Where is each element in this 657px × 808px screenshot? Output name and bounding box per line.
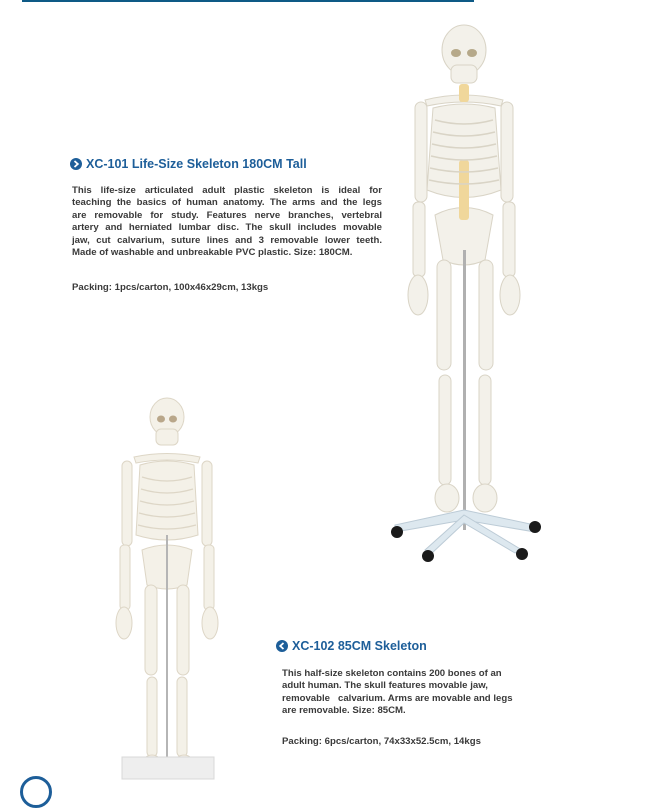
description-line: are removable. Size: 85CM.: [282, 705, 406, 717]
chevron-right-circle-icon: [70, 158, 82, 170]
product-description-xc101: [72, 185, 382, 259]
description-line: Made of washable and unbreakable PVC plastic. Size: 180CM.: [72, 247, 353, 259]
description-line: This life-size articulated adult plastic skeleton is ideal for: [72, 185, 382, 196]
product-description-xc102: [282, 668, 542, 718]
product-title-xc102: [276, 639, 427, 653]
skeleton-180cm-image: [385, 20, 555, 565]
description-line: removable calvarium. Arms are movable and legs: [282, 692, 513, 704]
product-title-text: XC-102 85CM Skeleton: [292, 639, 427, 653]
product-title-xc101: [70, 157, 307, 171]
description-line: are removable for study. Features nerve branches, vertebral: [72, 209, 382, 221]
product-title-text: XC-101 Life-Size Skeleton 180CM Tall: [86, 157, 307, 171]
product-packing-xc101: Packing: 1pcs/carton, 100x46x29cm, 13kgs: [72, 282, 269, 293]
description-line: teaching the basics of human anatomy. The arms and the legs: [72, 197, 382, 209]
description-line: jaw, cut calvarium, suture lines and 3 removable lower teeth.: [72, 234, 382, 246]
page-corner-logo-icon: [20, 776, 52, 808]
description-line: This half-size skeleton contains 200 bones of an: [282, 668, 502, 679]
chevron-left-circle-icon: [276, 640, 288, 652]
product-packing-xc102: Packing: 6pcs/carton, 74x33x52.5cm, 14kgs: [282, 736, 481, 747]
top-rule: [22, 0, 474, 2]
description-line: adult human. The skull features movable jaw,: [282, 680, 488, 692]
skeleton-85cm-image: [112, 395, 222, 785]
description-line: artery and herniated lumbar disc. The skull includes movable: [72, 222, 382, 234]
